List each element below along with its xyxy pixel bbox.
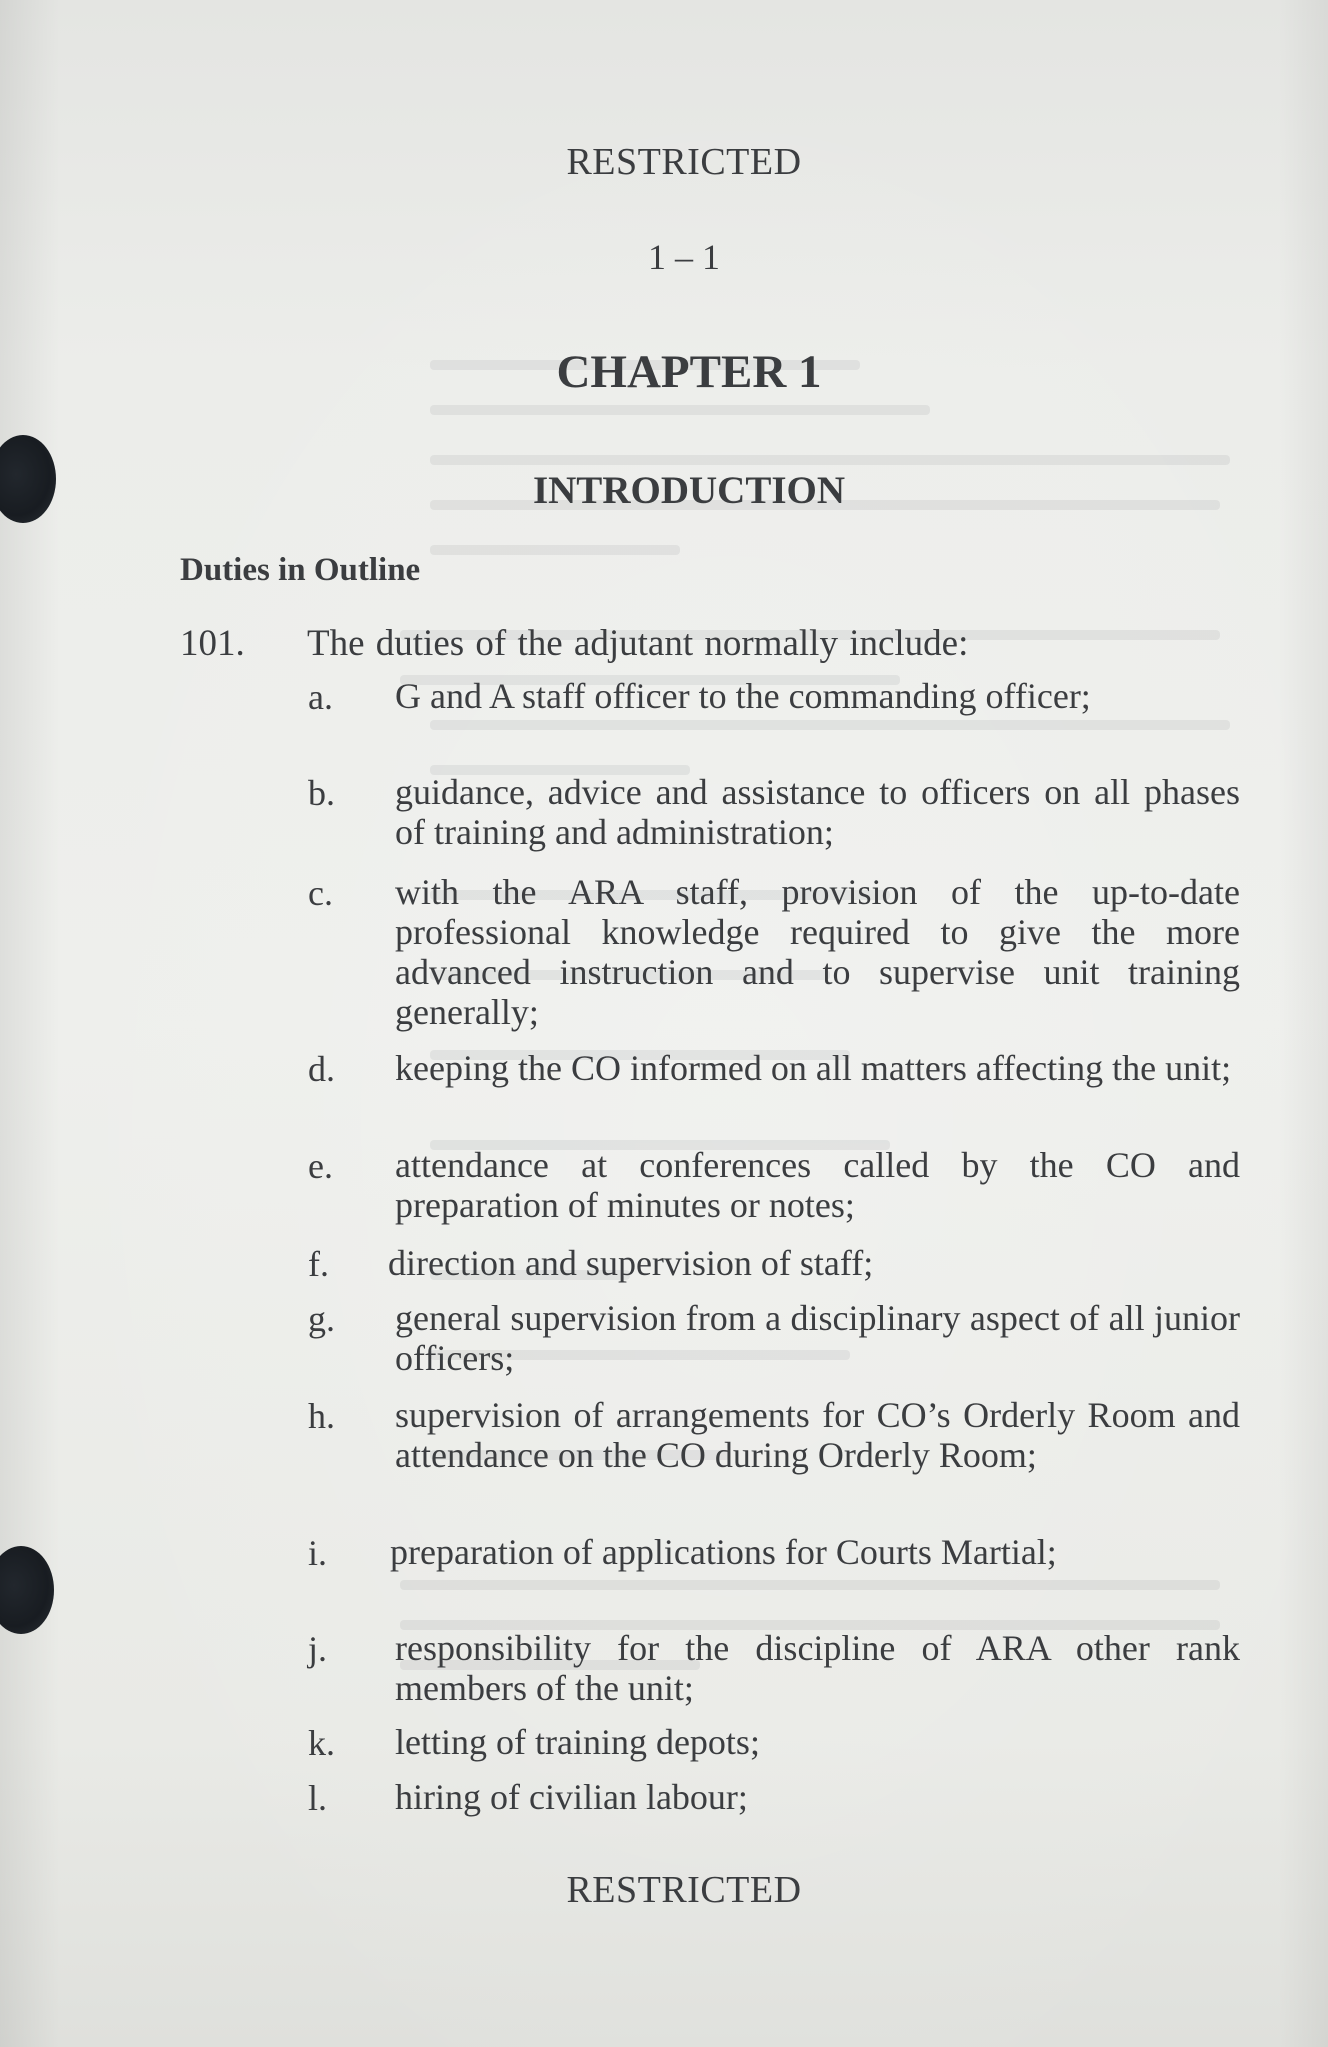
list-item-letter: f. <box>308 1244 329 1284</box>
list-item-text: direction and supervision of staff; <box>388 1243 874 1283</box>
list-item-text: supervision of arrangements for CO’s Orderly Room and attendance on the CO during Orderly Room; <box>395 1395 1240 1475</box>
list-item-text: hiring of civilian labour; <box>395 1777 748 1817</box>
section-title: INTRODUCTION <box>532 469 846 512</box>
list-item-letter: g. <box>308 1299 335 1339</box>
list-item-text: guidance, advice and assistance to officers on all phases of training and administration; <box>395 772 1240 852</box>
list-item-letter: a. <box>308 677 333 717</box>
classification-header: RESTRICTED <box>566 141 802 183</box>
page-number: 1 – 1 <box>648 237 720 277</box>
page-edge-shadow-right <box>1278 0 1328 2047</box>
list-item-text: with the ARA staff, provision of the up-to-date professional knowledge required to give the more advanced instruction and to supervise unit training generally; <box>395 872 1240 1032</box>
list-item-text: attendance at conferences called by the CO and preparation of minutes or notes; <box>395 1145 1240 1225</box>
paragraph-intro: The duties of the adjutant normally include: <box>307 623 969 664</box>
list-item-letter: k. <box>308 1723 335 1763</box>
list-item-text: letting of training depots; <box>395 1722 760 1762</box>
list-item-text: general supervision from a disciplinary aspect of all junior officers; <box>395 1298 1240 1378</box>
chapter-title: CHAPTER 1 <box>556 346 822 398</box>
subheading: Duties in Outline <box>180 552 421 588</box>
list-item-letter: l. <box>308 1778 328 1818</box>
list-item-letter: j. <box>308 1629 328 1669</box>
list-item-text: G and A staff officer to the commanding officer; <box>395 676 1091 716</box>
list-item-letter: b. <box>308 773 335 813</box>
classification-footer: RESTRICTED <box>566 1869 802 1911</box>
paragraph-number: 101. <box>180 623 245 664</box>
list-item-letter: e. <box>308 1146 333 1186</box>
list-item-letter: d. <box>308 1049 335 1089</box>
list-item-text: responsibility for the discipline of ARA other rank members of the unit; <box>395 1628 1240 1708</box>
page-edge-shadow-left <box>0 0 60 2047</box>
list-item-text: preparation of applications for Courts Martial; <box>390 1532 1057 1572</box>
list-item-letter: c. <box>308 873 333 913</box>
list-item-letter: i. <box>308 1533 328 1573</box>
list-item-letter: h. <box>308 1396 335 1436</box>
list-item-text: keeping the CO informed on all matters affecting the unit; <box>395 1048 1232 1088</box>
